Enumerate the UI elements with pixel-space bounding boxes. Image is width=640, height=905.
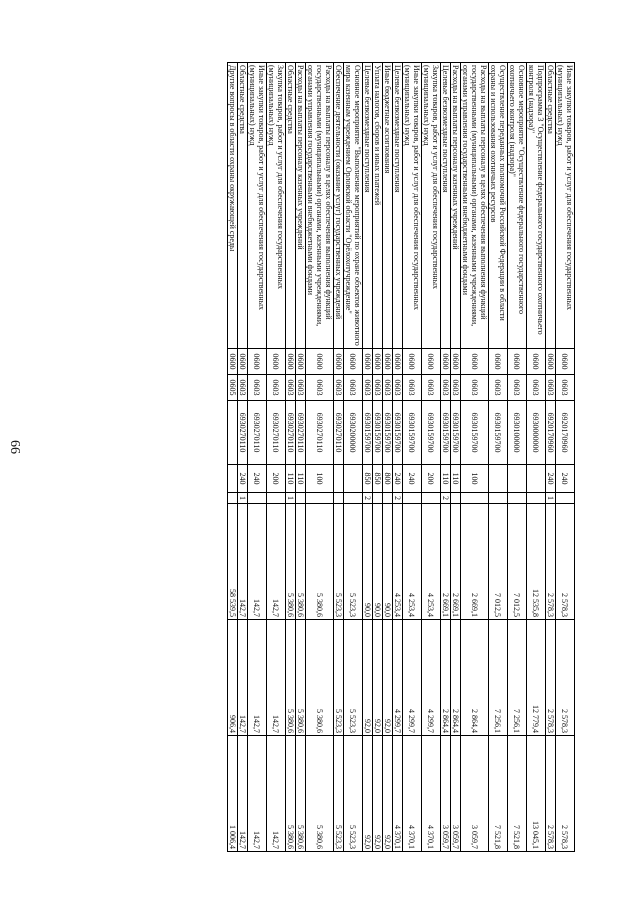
grbs-code: 0600 (451, 349, 461, 375)
value-year2: 5 523,3 (334, 620, 344, 736)
expense-type: 240 (556, 465, 575, 493)
value-year2: 92,0 (363, 620, 373, 736)
value-year2: 7 256,1 (489, 620, 508, 736)
table-row (363, 63, 373, 852)
value-year2: 5 380,6 (296, 620, 306, 736)
value-year1: 5 380,6 (306, 504, 334, 620)
target-article: 6930000000 (527, 401, 546, 465)
value-year3: 3 059,7 (441, 736, 451, 852)
grbs-code: 0600 (373, 349, 383, 375)
table-row (556, 63, 575, 852)
value-year1: 5 523,3 (344, 504, 363, 620)
grbs-code: 0600 (403, 349, 422, 375)
table-row (451, 63, 461, 852)
source-mark (344, 493, 363, 504)
table-row (508, 63, 527, 852)
value-year3: 13 045,1 (527, 736, 546, 852)
row-name: Иные закупки товаров, работ и услуг для обеспечения государственных (муниципальных) нужд (403, 63, 422, 349)
source-mark (461, 493, 489, 504)
target-article: 6930159700 (441, 401, 451, 465)
table-row (334, 63, 344, 852)
value-year1: 5 380,6 (296, 504, 306, 620)
value-year3: 4 370,1 (393, 736, 403, 852)
source-mark (527, 493, 546, 504)
expense-type (344, 465, 363, 493)
target-article: 6930159700 (489, 401, 508, 465)
row-name: Закупка товаров, работ и услуг для обеспечения государственных (муниципальных) нужд (422, 63, 441, 349)
target-article: 6930159700 (403, 401, 422, 465)
value-year3: 5 380,6 (306, 736, 334, 852)
grbs-code: 0600 (344, 349, 363, 375)
value-year1: 90,0 (373, 504, 383, 620)
page-number: 66 (7, 440, 22, 454)
section-code: 0603 (546, 375, 556, 401)
value-year2: 142,7 (238, 620, 248, 736)
grbs-code: 0600 (393, 349, 403, 375)
section-code: 0603 (489, 375, 508, 401)
table-row (403, 63, 422, 852)
source-mark: 1 (546, 493, 556, 504)
target-article: 6930270110 (296, 401, 306, 465)
grbs-code: 0600 (546, 349, 556, 375)
source-mark (383, 493, 393, 504)
target-article: 6930270110 (286, 401, 296, 465)
value-year2: 142,7 (267, 620, 286, 736)
section-code: 0603 (441, 375, 451, 401)
expense-type: 240 (238, 465, 248, 493)
target-article: 6930270110 (248, 401, 267, 465)
grbs-code: 0600 (334, 349, 344, 375)
table-row (373, 63, 383, 852)
section-code: 0603 (344, 375, 363, 401)
target-article: 6930100000 (508, 401, 527, 465)
table-row (527, 63, 546, 852)
section-code: 0603 (363, 375, 373, 401)
grbs-code: 0600 (527, 349, 546, 375)
value-year2: 4 299,7 (393, 620, 403, 736)
value-year2: 12 779,4 (527, 620, 546, 736)
expense-type (228, 465, 238, 493)
value-year1: 7 012,5 (489, 504, 508, 620)
grbs-code: 0600 (508, 349, 527, 375)
value-year3: 3 059,7 (461, 736, 489, 852)
expense-type: 850 (363, 465, 373, 493)
source-mark: 1 (286, 493, 296, 504)
value-year1: 4 253,4 (393, 504, 403, 620)
table-row (286, 63, 296, 852)
source-mark (306, 493, 334, 504)
value-year3: 142,7 (238, 736, 248, 852)
table-row (422, 63, 441, 852)
section-code: 0605 (228, 375, 238, 401)
table-row (296, 63, 306, 852)
row-name: Иные бюджетные ассигнования (383, 63, 393, 349)
table-row (238, 63, 248, 852)
section-code: 0603 (373, 375, 383, 401)
row-name: Расходы на выплаты персоналу в целях обеспечения выполнения функций государственными (муниципальными) органами, казенными учреждениями, органами управления государственными внебюджетными фондами (306, 63, 334, 349)
row-name: Другие вопросы в области охраны окружающей среды (228, 63, 238, 349)
section-code: 0603 (306, 375, 334, 401)
expense-type (508, 465, 527, 493)
budget-table (227, 62, 575, 852)
value-year3: 2 578,3 (546, 736, 556, 852)
value-year3: 4 370,1 (422, 736, 441, 852)
value-year1: 12 535,8 (527, 504, 546, 620)
table-row (344, 63, 363, 852)
table-body (228, 63, 575, 852)
expense-type (489, 465, 508, 493)
expense-type: 110 (286, 465, 296, 493)
table-row (228, 63, 238, 852)
source-mark (556, 493, 575, 504)
row-name: Основное мероприятие "Выполнение мероприятий по охране объектов животного мира казенным учреждением Орловской области "Орёлохотучреждение" (344, 63, 363, 349)
section-code: 0603 (508, 375, 527, 401)
value-year2: 5 380,6 (286, 620, 296, 736)
row-name: Областные средства (286, 63, 296, 349)
source-mark: 2 (363, 493, 373, 504)
section-code: 0603 (267, 375, 286, 401)
grbs-code: 0600 (238, 349, 248, 375)
row-name: Расходы на выплаты персоналу казенных учреждений (296, 63, 306, 349)
grbs-code: 0600 (267, 349, 286, 375)
value-year2: 2 864,4 (451, 620, 461, 736)
table-row (546, 63, 556, 852)
value-year1: 142,7 (248, 504, 267, 620)
row-name: Областные средства (546, 63, 556, 349)
value-year2: 4 299,7 (422, 620, 441, 736)
source-mark: 2 (393, 493, 403, 504)
expense-type: 240 (546, 465, 556, 493)
grbs-code: 0600 (441, 349, 451, 375)
row-name: Целевые безвозмездные поступления (363, 63, 373, 349)
expense-type (334, 465, 344, 493)
table-row (441, 63, 451, 852)
expense-type: 110 (296, 465, 306, 493)
value-year2: 2 864,4 (441, 620, 451, 736)
target-article: 6920170960 (546, 401, 556, 465)
target-article: 6930270110 (238, 401, 248, 465)
grbs-code: 0600 (296, 349, 306, 375)
row-name: Иные закупки товаров, работ и услуг для обеспечения государственных (муниципальных) нужд (248, 63, 267, 349)
grbs-code: 0600 (383, 349, 393, 375)
section-code: 0603 (334, 375, 344, 401)
target-article: 6930159700 (393, 401, 403, 465)
value-year2: 2 578,3 (546, 620, 556, 736)
value-year3: 7 521,8 (489, 736, 508, 852)
grbs-code: 0600 (556, 349, 575, 375)
source-mark (508, 493, 527, 504)
value-year3: 3 059,7 (451, 736, 461, 852)
target-article: 6930159700 (363, 401, 373, 465)
grbs-code: 0600 (286, 349, 296, 375)
grbs-code: 0600 (461, 349, 489, 375)
table-row (306, 63, 334, 852)
value-year1: 2 669,1 (451, 504, 461, 620)
section-code: 0603 (556, 375, 575, 401)
expense-type (527, 465, 546, 493)
source-mark (296, 493, 306, 504)
expense-type: 110 (441, 465, 451, 493)
target-article: 6930159700 (383, 401, 393, 465)
row-name: Областные средства (238, 63, 248, 349)
section-code: 0603 (422, 375, 441, 401)
target-article: 6930159700 (422, 401, 441, 465)
section-code: 0603 (403, 375, 422, 401)
row-name: Подпрограмма 3 "Осуществление федерального государственного охотничьего контроля (надзора)" (527, 63, 546, 349)
target-article: 6920170960 (556, 401, 575, 465)
value-year3: 142,7 (267, 736, 286, 852)
source-mark (373, 493, 383, 504)
value-year1: 2 669,1 (461, 504, 489, 620)
source-mark (489, 493, 508, 504)
value-year1: 4 253,4 (422, 504, 441, 620)
value-year3: 4 370,1 (403, 736, 422, 852)
value-year2: 5 380,6 (306, 620, 334, 736)
expense-type: 240 (248, 465, 267, 493)
section-code: 0603 (461, 375, 489, 401)
value-year2: 5 523,3 (344, 620, 363, 736)
expense-type: 200 (267, 465, 286, 493)
section-code: 0603 (383, 375, 393, 401)
row-name: Закупка товаров, работ и услуг для обеспечения государственных (муниципальных) нужд (267, 63, 286, 349)
value-year3: 5 380,6 (296, 736, 306, 852)
value-year3: 92,0 (373, 736, 383, 852)
value-year2: 4 299,7 (403, 620, 422, 736)
source-mark (403, 493, 422, 504)
source-mark (248, 493, 267, 504)
value-year2: 7 256,1 (508, 620, 527, 736)
row-name: Осуществление переданных полномочий Российской Федерации в области охраны и использования охотничьих ресурсов (489, 63, 508, 349)
row-name: Основное мероприятие "Осуществление федерального государственного охотничьего контроля (надзора)" (508, 63, 527, 349)
row-name: Иные закупки товаров, работ и услуг для обеспечения государственных (муниципальных) нужд (556, 63, 575, 349)
value-year1: 90,0 (383, 504, 393, 620)
source-mark (228, 493, 238, 504)
value-year1: 90,0 (363, 504, 373, 620)
source-mark (267, 493, 286, 504)
expense-type: 850 (373, 465, 383, 493)
row-name: Расходы на выплаты персоналу казенных учреждений (451, 63, 461, 349)
grbs-code: 0600 (489, 349, 508, 375)
value-year3: 5 380,6 (286, 736, 296, 852)
table-row (489, 63, 508, 852)
value-year1: 2 578,3 (556, 504, 575, 620)
section-code: 0603 (286, 375, 296, 401)
source-mark: 2 (441, 493, 451, 504)
expense-type: 240 (393, 465, 403, 493)
value-year3: 2 578,3 (556, 736, 575, 852)
value-year2: 906,4 (228, 620, 238, 736)
value-year3: 1 006,4 (228, 736, 238, 852)
target-article: 6930159700 (451, 401, 461, 465)
value-year1: 7 012,5 (508, 504, 527, 620)
table-row (248, 63, 267, 852)
grbs-code: 0600 (306, 349, 334, 375)
value-year3: 5 523,3 (344, 736, 363, 852)
section-code: 0603 (393, 375, 403, 401)
grbs-code: 0600 (422, 349, 441, 375)
target-article: 6930270110 (267, 401, 286, 465)
expense-type: 240 (403, 465, 422, 493)
expense-type: 110 (451, 465, 461, 493)
row-name: Целевые безвозмездные поступления (393, 63, 403, 349)
section-code: 0603 (527, 375, 546, 401)
table-row (267, 63, 286, 852)
value-year1: 2 578,3 (546, 504, 556, 620)
value-year1: 58 539,5 (228, 504, 238, 620)
section-code: 0603 (248, 375, 267, 401)
grbs-code: 0600 (228, 349, 238, 375)
table-row (383, 63, 393, 852)
value-year1: 5 523,3 (334, 504, 344, 620)
target-article: 6930200000 (344, 401, 363, 465)
source-mark (334, 493, 344, 504)
value-year2: 2 578,3 (556, 620, 575, 736)
value-year2: 92,0 (383, 620, 393, 736)
grbs-code: 0600 (248, 349, 267, 375)
table-row (393, 63, 403, 852)
value-year3: 5 523,3 (334, 736, 344, 852)
expense-type: 800 (383, 465, 393, 493)
source-mark (422, 493, 441, 504)
rotated-page (70, 62, 575, 852)
value-year2: 2 864,4 (461, 620, 489, 736)
value-year2: 92,0 (373, 620, 383, 736)
target-article: 6930270110 (306, 401, 334, 465)
section-code: 0603 (451, 375, 461, 401)
expense-type: 100 (461, 465, 489, 493)
value-year1: 142,7 (267, 504, 286, 620)
section-code: 0603 (296, 375, 306, 401)
value-year1: 2 669,1 (441, 504, 451, 620)
row-name: Обеспечение деятельности (оказание услуг) государственных учреждений (334, 63, 344, 349)
row-name: Уплата налогов, сборов и иных платежей (373, 63, 383, 349)
row-name: Расходы на выплаты персоналу в целях обеспечения выполнения функций государственными (муниципальными) органами, казенными учреждениями, органами управления государственными внебюджетными фондами (461, 63, 489, 349)
row-name: Целевые безвозмездные поступления (441, 63, 451, 349)
value-year1: 142,7 (238, 504, 248, 620)
target-article (228, 401, 238, 465)
value-year3: 142,7 (248, 736, 267, 852)
target-article: 6930159700 (373, 401, 383, 465)
expense-type: 200 (422, 465, 441, 493)
table-row (461, 63, 489, 852)
value-year1: 4 253,4 (403, 504, 422, 620)
source-mark (451, 493, 461, 504)
section-code: 0603 (238, 375, 248, 401)
expense-type: 100 (306, 465, 334, 493)
target-article: 6930270110 (334, 401, 344, 465)
grbs-code: 0600 (363, 349, 373, 375)
target-article: 6930159700 (461, 401, 489, 465)
value-year3: 92,0 (383, 736, 393, 852)
value-year3: 7 521,8 (508, 736, 527, 852)
value-year3: 92,0 (363, 736, 373, 852)
source-mark: 1 (238, 493, 248, 504)
value-year1: 5 380,6 (286, 504, 296, 620)
value-year2: 142,7 (248, 620, 267, 736)
